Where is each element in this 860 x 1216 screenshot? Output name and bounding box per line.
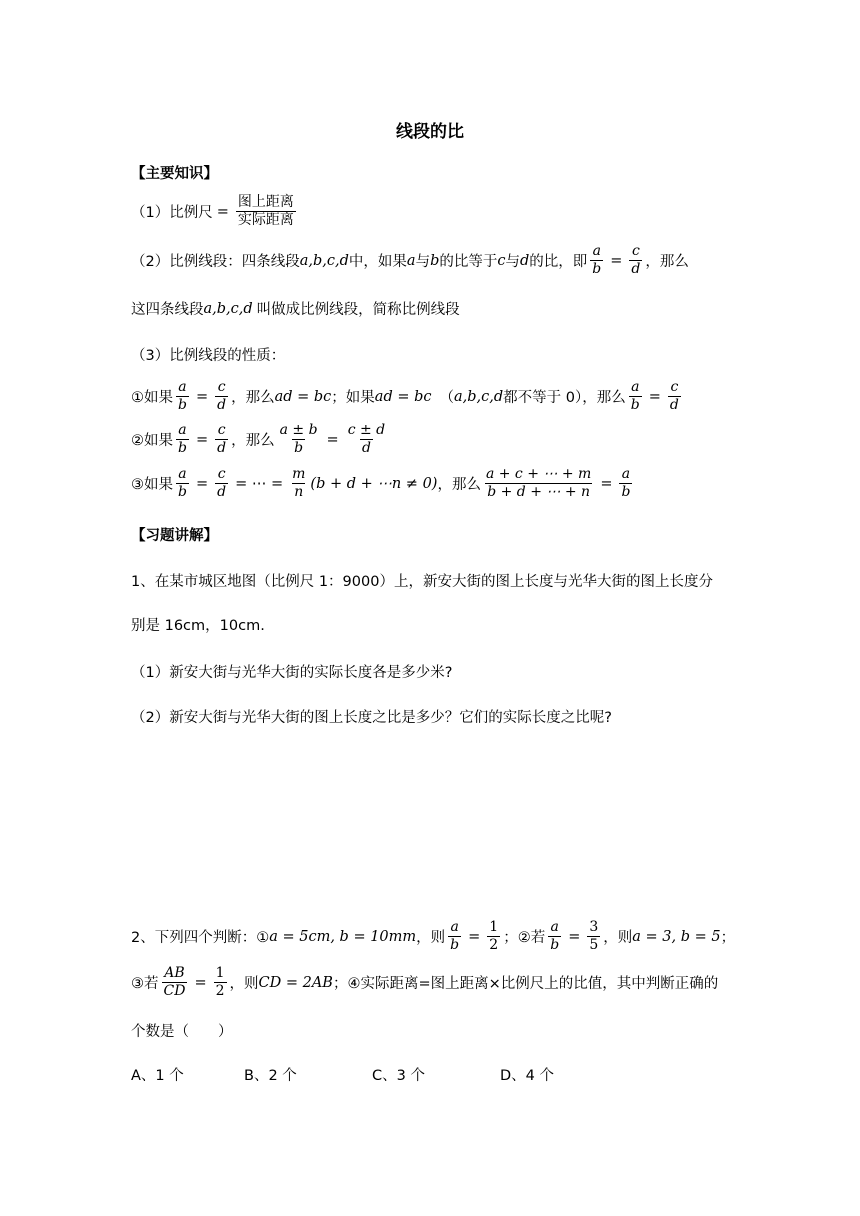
- knowledge-2-cont: [131, 298, 460, 319]
- k2-frac-cd: $\frac{c}{d}$: [631, 243, 641, 278]
- p2-frac-ab: $\frac{a}{b}$: [178, 422, 187, 457]
- knowledge-1: （1）比例尺 = $\frac{\text{图上距离}}{\text{实际距离}}$: [131, 194, 294, 229]
- q2-line-3: 个数是（ ）: [131, 1024, 233, 1040]
- k2-var-d: d: [519, 252, 530, 269]
- p3-text-a: ③如果: [131, 477, 173, 494]
- p3-frac-big: $\frac{a + c + \cdots + m}{b + d + \cdots + n}$: [485, 466, 592, 501]
- q2-frac-35: $\frac{3}{5}$: [589, 919, 599, 954]
- option-c: C、3 个: [372, 1068, 425, 1084]
- page-title: 线段的比: [396, 122, 464, 142]
- q2-eq3: CD = 2AB: [258, 974, 333, 991]
- k2-vars: a,b,c,d: [299, 252, 349, 269]
- knowledge-3: （3）比例线段的性质：: [131, 348, 286, 364]
- p3-dots: = ⋯ =: [235, 475, 284, 492]
- q2-frac-ab: $\frac{a}{b}$: [450, 919, 460, 954]
- q2-options: [131, 1064, 554, 1085]
- p3-frac-mn: $\frac{m}{n}$: [292, 466, 306, 501]
- q2-text-d: ，则: [603, 930, 633, 947]
- k2-frac-ab: $\frac{a}{b}$: [592, 243, 602, 278]
- q1-line-2: 别是 16cm，10cm.: [131, 618, 265, 634]
- k2-text-d: 的比等于: [439, 254, 498, 271]
- q2-frac-half-2: $\frac{1}{2}$: [215, 965, 225, 1000]
- p1-text-b: ，那么: [231, 390, 275, 407]
- k2-text-c: 与: [415, 254, 431, 271]
- knowledge-2: （2）比例线段：四条线段 a,b,c,d 中，如果 a 与 b 的比等于 c 与 d 的比，即 $\frac{a}{b}$ = $\frac{c}{d}$ ，那么: [131, 243, 689, 278]
- q2-eq1: a = 5cm, b = 10mm: [269, 928, 417, 945]
- q2-line-2: ③若 $\frac{AB}{CD}$ = $\frac{1}{2}$ ，则 CD = 2AB ；④实际距离=图上距离×比例尺上的比值，其中判断正确的: [131, 965, 719, 1000]
- q2-text-a: 2、下列四个判断：①: [131, 930, 270, 947]
- q2-frac-abcd: $\frac{AB}{CD}$: [163, 965, 186, 1000]
- p3-frac-ab: $\frac{a}{b}$: [178, 466, 187, 501]
- q2-text-e: ；: [720, 930, 736, 947]
- section-heading-exercises: 【习题讲解】: [131, 528, 218, 544]
- p1-eq2: ad = bc: [374, 388, 432, 405]
- option-d: D、4 个: [500, 1068, 554, 1084]
- p2-text-a: ②如果: [131, 433, 173, 450]
- k2-text-f: 的比，即: [529, 254, 588, 271]
- scale-fraction: [236, 195, 296, 229]
- q2-text-c: ；②若: [503, 930, 546, 947]
- p2-frac-cpd: $\frac{c \pm d}{d}$: [347, 422, 386, 457]
- property-2: ②如果 $\frac{a}{b}$ = $\frac{c}{d}$ ，那么 $\frac{a \pm b}{b}$ = $\frac{c \pm d}{d}$: [131, 422, 386, 457]
- q1-sub-1: （1）新安大街与光华大街的实际长度各是多少米?: [131, 665, 453, 681]
- scale-numerator: 图上距离: [237, 194, 294, 210]
- q2-frac-half: $\frac{1}{2}$: [489, 919, 499, 954]
- q2-eq2: a = 3, b = 5: [632, 928, 721, 945]
- p3-condition: (b + d + ⋯n ≠ 0): [310, 475, 438, 492]
- p1-text-c: ；如果: [331, 390, 375, 407]
- k1-label: （1）比例尺: [131, 205, 213, 222]
- k2-text-a: （2）比例线段：四条线段: [131, 254, 300, 271]
- p1-vars: a,b,c,d: [454, 388, 504, 405]
- q2-text-g: ，则: [229, 976, 259, 993]
- q2-text-b: ，则: [416, 930, 446, 947]
- option-a: A、1 个: [131, 1068, 184, 1084]
- property-1: ①如果 $\frac{a}{b}$ = $\frac{c}{d}$ ，那么 ad = bc ；如果 ad = bc （ a,b,c,d 都不等于 0），那么 $\frac{a}{b}$ = $\frac{c}{d}$: [131, 379, 679, 414]
- section-heading-main: 【主要知识】: [131, 166, 218, 182]
- p1-eq1: ad = bc: [274, 388, 332, 405]
- p3-text-b: ，那么: [437, 477, 481, 494]
- k2-var-a: a: [406, 252, 416, 269]
- k2-text-b: 中，如果: [348, 254, 407, 271]
- q2-text-h: ；④实际距离=图上距离×比例尺上的比值，其中判断正确的: [332, 976, 719, 993]
- p1-frac-ab-2: $\frac{a}{b}$: [630, 379, 640, 414]
- p1-text-d: （: [439, 390, 454, 407]
- q2-line-1: 2、下列四个判断：① a = 5cm, b = 10mm ，则 $\frac{a}{b}$ = $\frac{1}{2}$ ；②若 $\frac{a}{b}$ = $\frac{3}{5}$ ，则 a = 3, b = 5 ；: [131, 919, 736, 954]
- property-3: ③如果 $\frac{a}{b}$ = $\frac{c}{d}$ = ⋯ = $\frac{m}{n}$ (b + d + ⋯n ≠ 0) ，那么 $\frac{a + c + \cdots + m}{b + d + \cdots + n}$ = $\frac{a}{b}$: [131, 466, 631, 501]
- k2-text-h: 这四条线段: [131, 302, 204, 318]
- p2-frac-apb: $\frac{a \pm b}{b}$: [279, 422, 318, 457]
- p3-frac-ab-2: $\frac{a}{b}$: [621, 466, 631, 501]
- k2-var-c: c: [497, 252, 506, 269]
- q2-frac-ab-2: $\frac{a}{b}$: [550, 919, 560, 954]
- p3-frac-cd: $\frac{c}{d}$: [217, 466, 227, 501]
- k2-vars-2: a,b,c,d: [203, 300, 253, 317]
- p1-frac-cd-2: $\frac{c}{d}$: [669, 379, 679, 414]
- p1-frac-ab: $\frac{a}{b}$: [178, 379, 187, 414]
- p1-frac-cd: $\frac{c}{d}$: [217, 379, 227, 414]
- q2-text-f: ③若: [131, 976, 159, 993]
- scale-denominator: 实际距离: [237, 212, 294, 229]
- p2-frac-cd: $\frac{c}{d}$: [217, 422, 227, 457]
- p1-text-a: ①如果: [131, 390, 173, 407]
- p2-text-b: ，那么: [231, 433, 275, 450]
- p1-text-e: 都不等于 0），那么: [503, 390, 626, 407]
- k2-text-g: ，那么: [645, 254, 689, 271]
- k2-text-e: 与: [505, 254, 520, 271]
- option-b: B、2 个: [244, 1068, 297, 1084]
- k2-text-i: 叫做成比例线段，简称比例线段: [256, 302, 460, 318]
- q1-sub-2: （2）新安大街与光华大街的图上长度之比是多少？它们的实际长度之比呢?: [131, 710, 612, 726]
- q1-line-1: 1、在某市城区地图（比例尺 1：9000）上，新安大街的图上长度与光华大街的图上长度分: [131, 574, 713, 590]
- k2-var-b: b: [430, 252, 440, 269]
